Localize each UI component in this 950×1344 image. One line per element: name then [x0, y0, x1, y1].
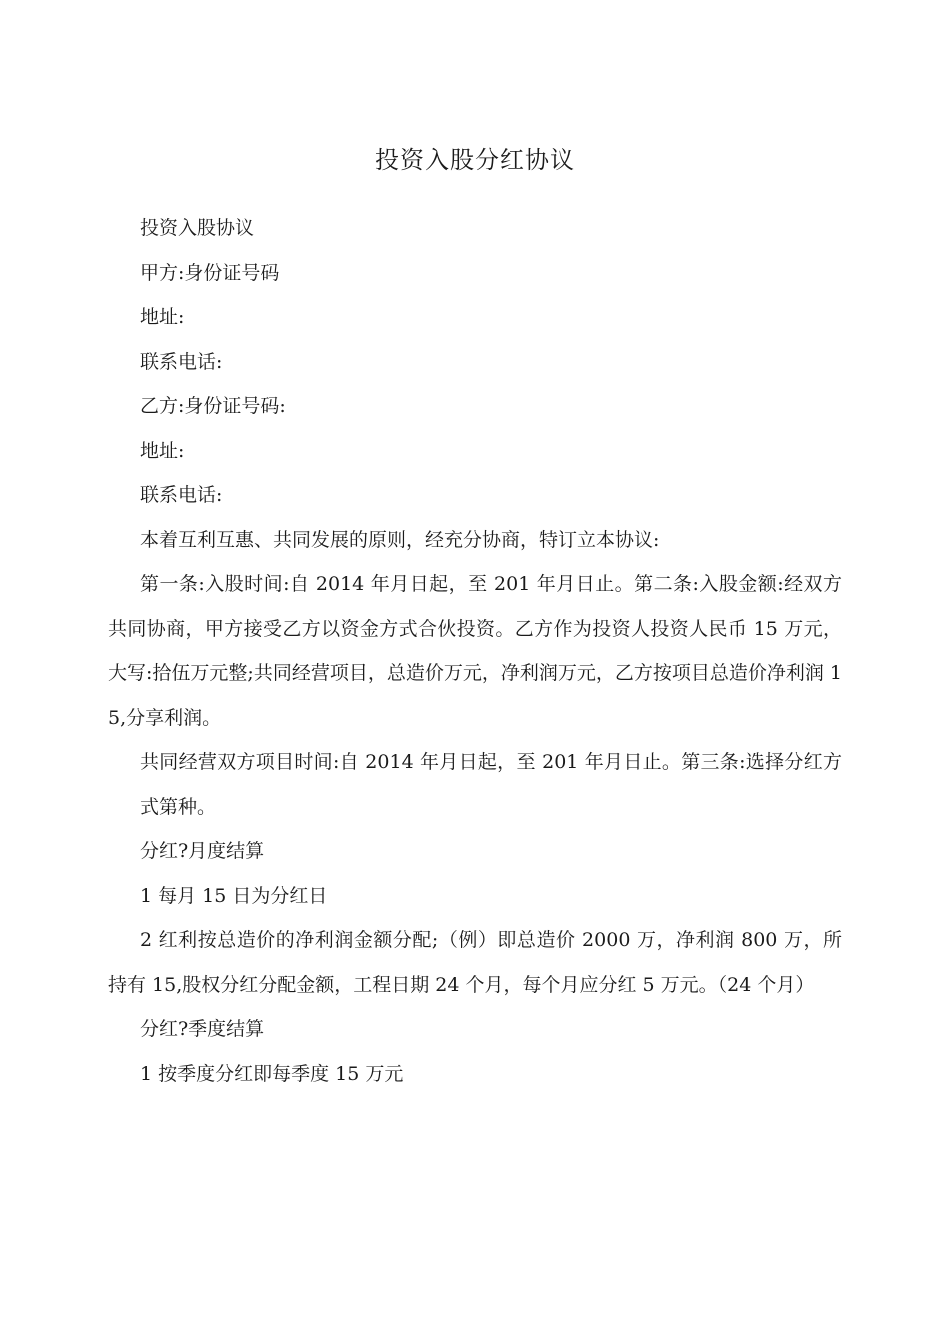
- document-body: [108, 206, 842, 1096]
- paragraph-party-a: 甲方:身份证号码: [140, 261, 280, 284]
- document-title: 投资入股分红协议: [375, 146, 575, 174]
- paragraph-monthly-heading: 分红?月度结算: [140, 840, 265, 862]
- paragraph-quarterly-item-1: 1 按季度分红即每季度 15 万元: [140, 1062, 404, 1085]
- paragraph-agreement-name: 投资入股协议: [140, 217, 255, 239]
- paragraph-article-1-2: 第一条:入股时间:自 2014 年月日起，至 201 年月日止。第二条:入股金额:经双方共同协商，甲方接受乙方以资金方式合伙投资。乙方作为投资人投资人民币 15 万元，大写:拾伍万元整;共同经营项目，总造价万元，净利润万元，乙方按项目总造价净利润 15,分享利润。: [108, 573, 842, 729]
- paragraph-party-a-phone: 联系电话:: [140, 350, 223, 373]
- paragraph-preamble: 本着互利互惠、共同发展的原则，经充分协商，特订立本协议:: [140, 528, 660, 551]
- paragraph-party-b-phone: 联系电话:: [140, 484, 223, 506]
- paragraph-monthly-item-1: 1 每月 15 日为分红日: [140, 884, 328, 907]
- paragraph-party-b-address: 地址:: [140, 439, 185, 462]
- paragraph-party-a-address: 地址:: [140, 306, 185, 328]
- paragraph-article-3: 共同经营双方项目时间:自 2014 年月日起，至 201 年月日止。第三条:选择分红方式第种。: [140, 751, 842, 818]
- paragraph-party-b: 乙方:身份证号码:: [140, 395, 286, 417]
- paragraph-monthly-item-2: 2 红利按总造价的净利润金额分配;（例）即总造价 2000 万，净利润 800 万，所持有 15,股权分红分配金额，工程日期 24 个月，每个月应分红 5 万元。（24 个月）: [108, 929, 842, 996]
- paragraph-quarterly-heading: 分红?季度结算: [140, 1018, 265, 1040]
